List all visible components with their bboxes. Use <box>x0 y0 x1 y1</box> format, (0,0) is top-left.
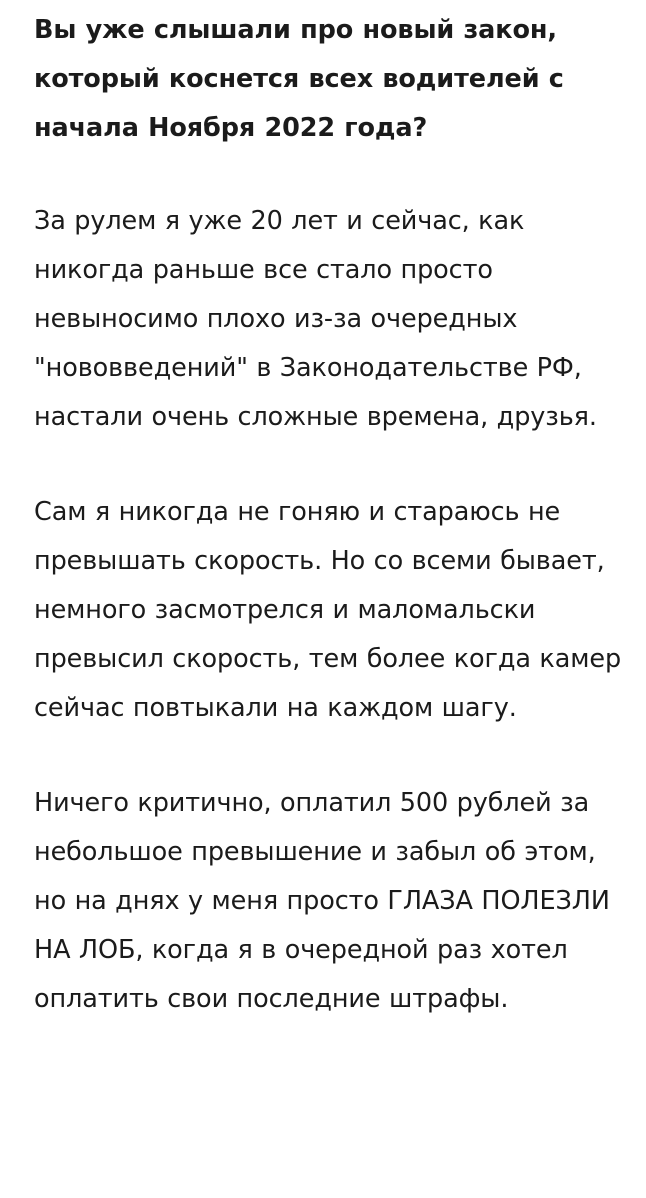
article-paragraph-speeding: Сам я никогда не гоняю и стараюсь не превышать скорость. Но со всеми бывает, немного засмотрелся и маломальски превысил скорость, тем более когда камер сейчас повтыкали на каждом шагу. <box>34 497 622 723</box>
article-paragraph-fine: Ничего критично, оплатил 500 рублей за небольшое превышение и забыл об этом, но на днях у меня просто ГЛАЗА ПОЛЕЗЛИ НА ЛОБ, когда я в очередной раз хотел оплатить свои последние штрафы. <box>34 788 610 1014</box>
article-headline: Вы уже слышали про новый закон, который коснется всех водителей с начала Ноября 2022 года? <box>34 15 564 143</box>
article-paragraph-intro: За рулем я уже 20 лет и сейчас, как никогда раньше все стало просто невыносимо плохо из-за очередных "нововведений" в Законодательстве РФ, настали очень сложные времена, друзья. <box>34 206 597 432</box>
